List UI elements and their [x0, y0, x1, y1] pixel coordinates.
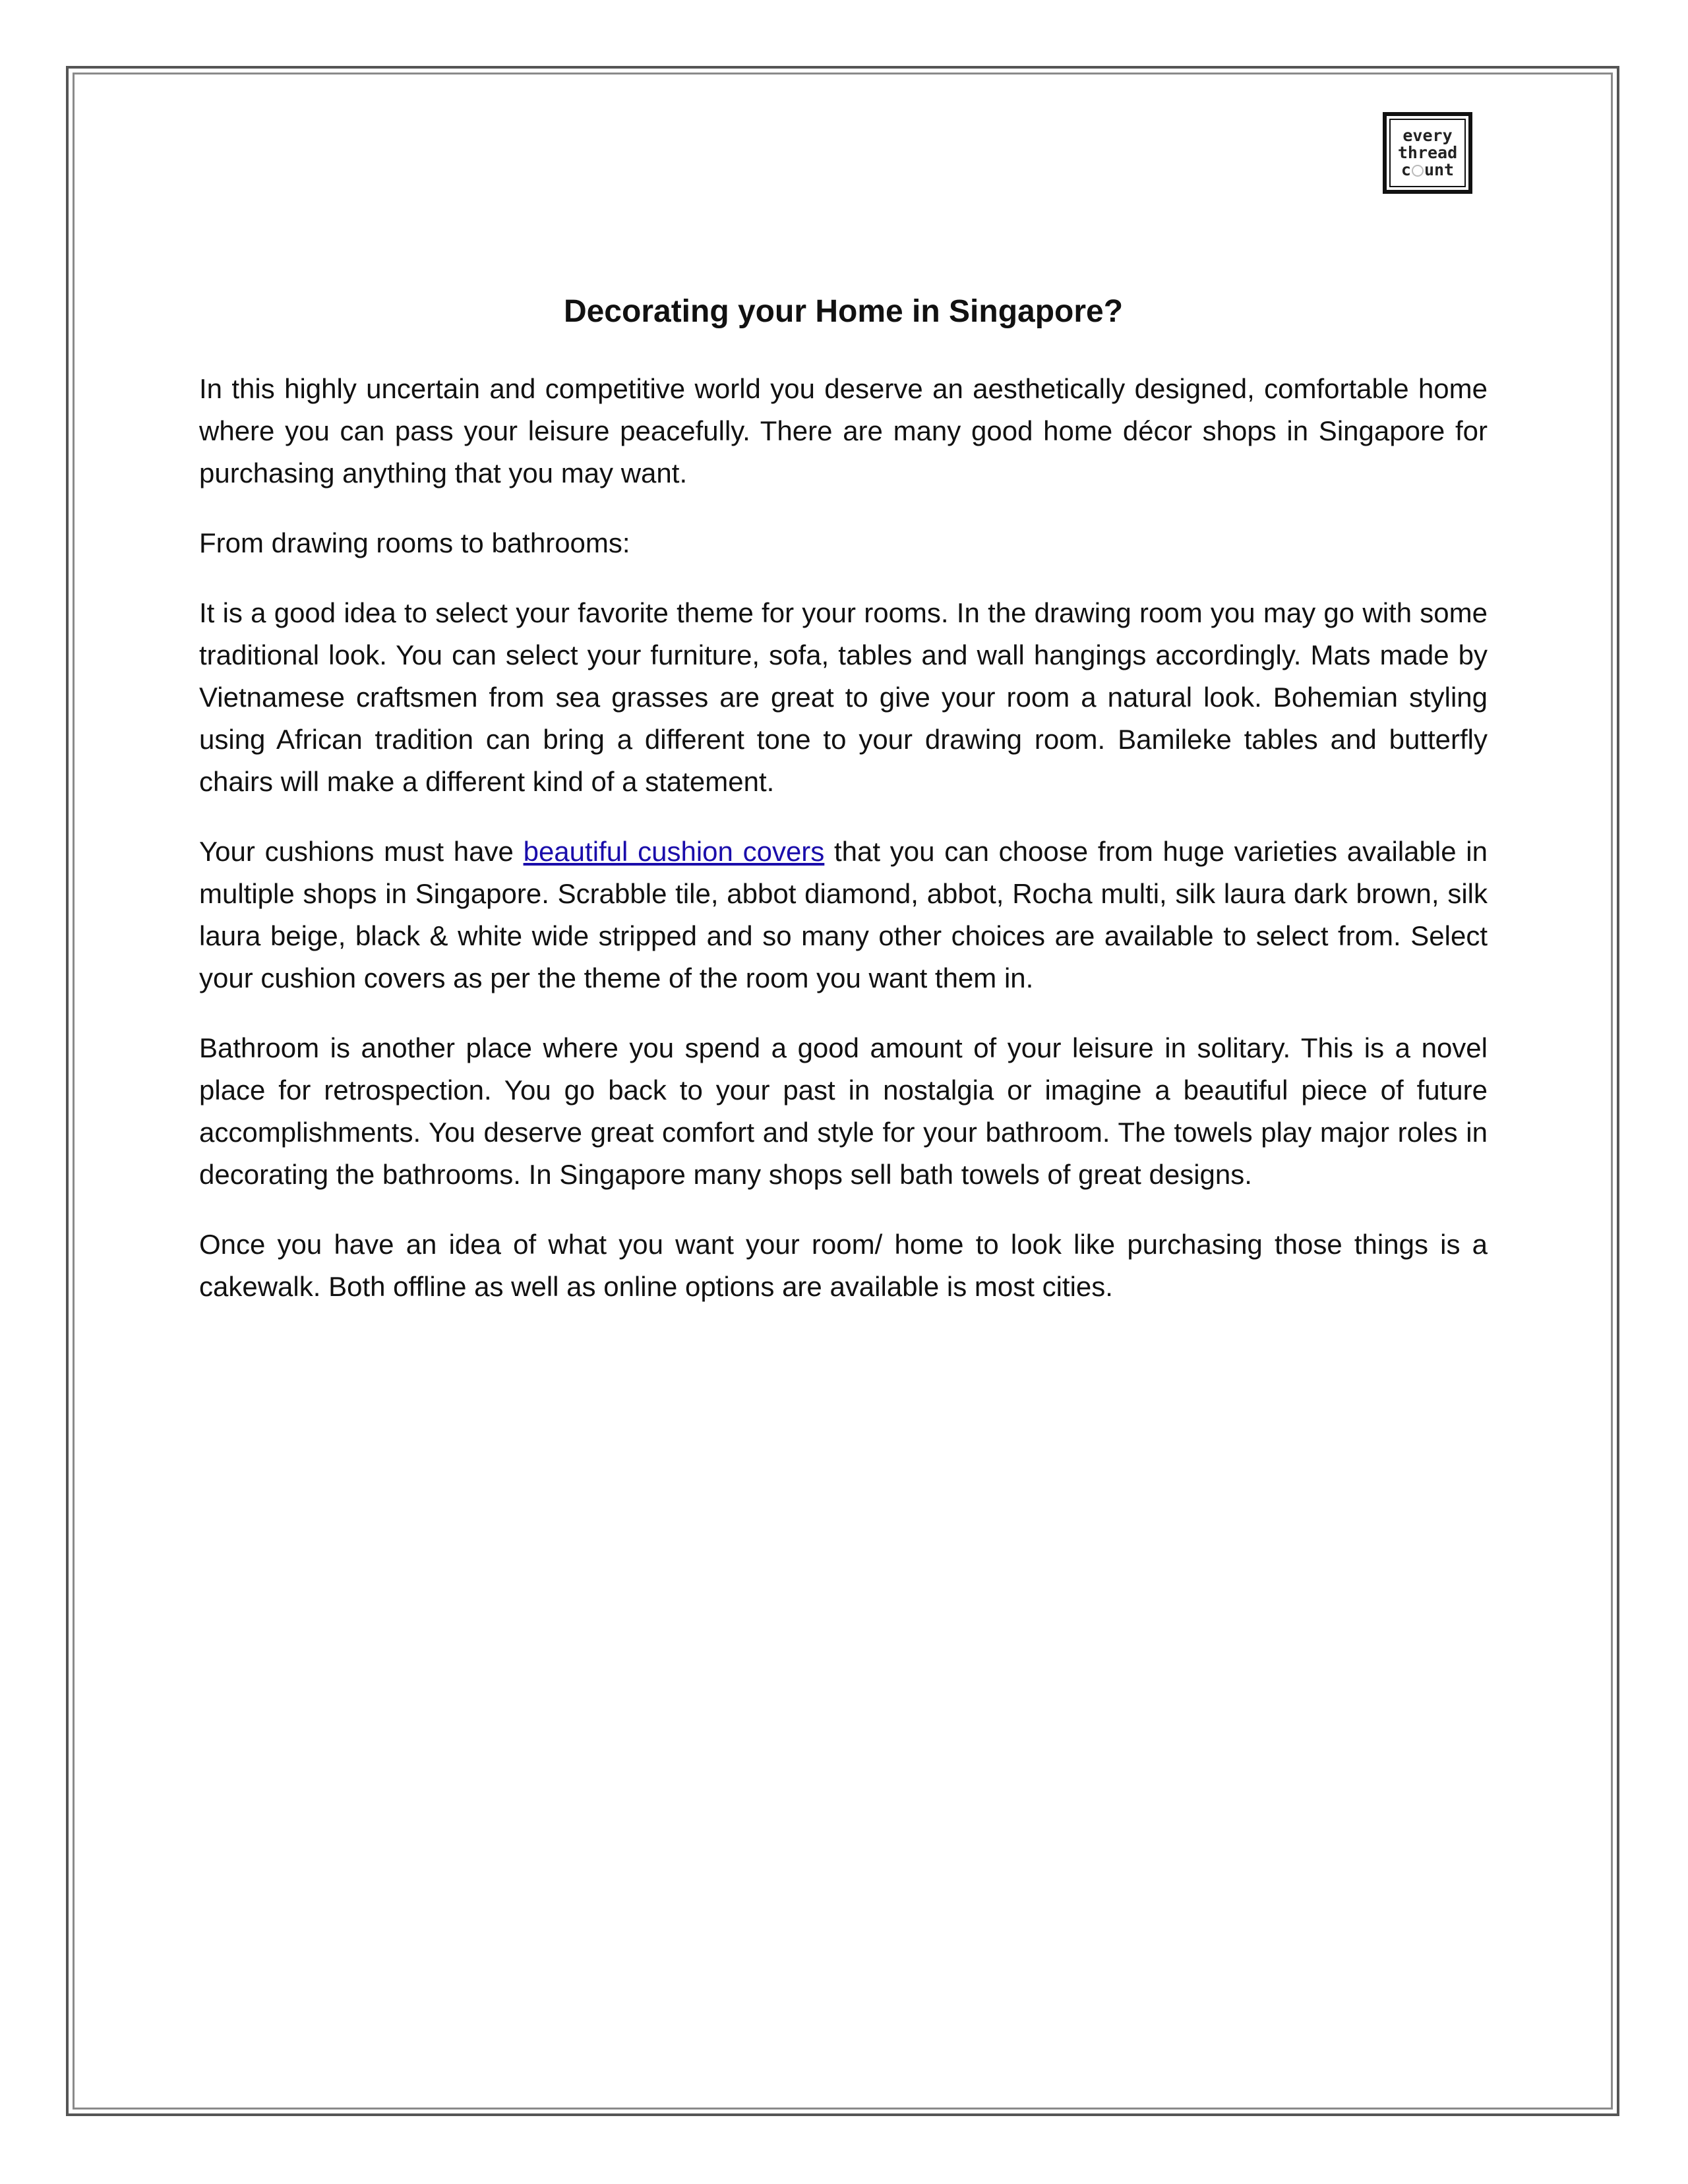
logo-line-3-suffix: unt [1424, 160, 1455, 179]
cushion-covers-link[interactable]: beautiful cushion covers [523, 836, 825, 867]
paragraph-bathroom: Bathroom is another place where you spend a good amount of your leisure in solitary. This is a novel place for retrospection. You go back to your past in nostalgia or imagine a beautiful piece of future accomplishments. You deserve great comfort and style for your bathroom. The towels play major roles in decorating the bathrooms. In Singapore many shops sell bath towels of great designs. [199, 1032, 1488, 1190]
paragraph-cushions [199, 831, 1488, 999]
paragraph-conclusion: Once you have an idea of what you want your room/ home to look like purchasing those things is a cakewalk. Both offline as well as online options are available is most cities. [199, 1229, 1488, 1302]
paragraph-drawing-room: It is a good idea to select your favorite theme for your rooms. In the drawing room you may go with some traditional look. You can select your furniture, sofa, tables and wall hangings accordingly. Mats made by Vietnamese craftsmen from sea grasses are great to give your room a natural look. Bohemian styling using African tradition can bring a different tone to your drawing room. Bamileke tables and butterfly chairs will make a different kind of a statement. [199, 597, 1488, 797]
article-body [199, 290, 1488, 1336]
thread-spool-icon [1412, 165, 1424, 177]
cushions-text-after: that you can choose from huge varieties available in multiple shops in Singapore. Scrabble tile, abbot diamond, abbot, Rocha multi, silk laura dark brown, silk laura beige, black & white wide stripped and so many other choices are available to select from. Select your cushion covers as per the theme of the room you want them in. [199, 836, 1488, 993]
logo-line-1: every [1402, 126, 1453, 145]
logo-line-2: thread [1397, 143, 1458, 162]
brand-logo [1383, 112, 1472, 194]
page-title: Decorating your Home in Singapore? [563, 294, 1124, 329]
logo-line-3-prefix: c [1401, 160, 1411, 179]
brand-logo-text [1389, 119, 1466, 187]
logo-line-3 [1401, 162, 1454, 179]
paragraph-subheading: From drawing rooms to bathrooms: [199, 527, 630, 558]
paragraph-intro: In this highly uncertain and competitive world you deserve an aesthetically designed, comfortable home where you can pass your leisure peacefully. There are many good home décor shops in Singapore for purchasing anything that you may want. [199, 373, 1488, 488]
cushions-text-before: Your cushions must have [199, 836, 524, 867]
